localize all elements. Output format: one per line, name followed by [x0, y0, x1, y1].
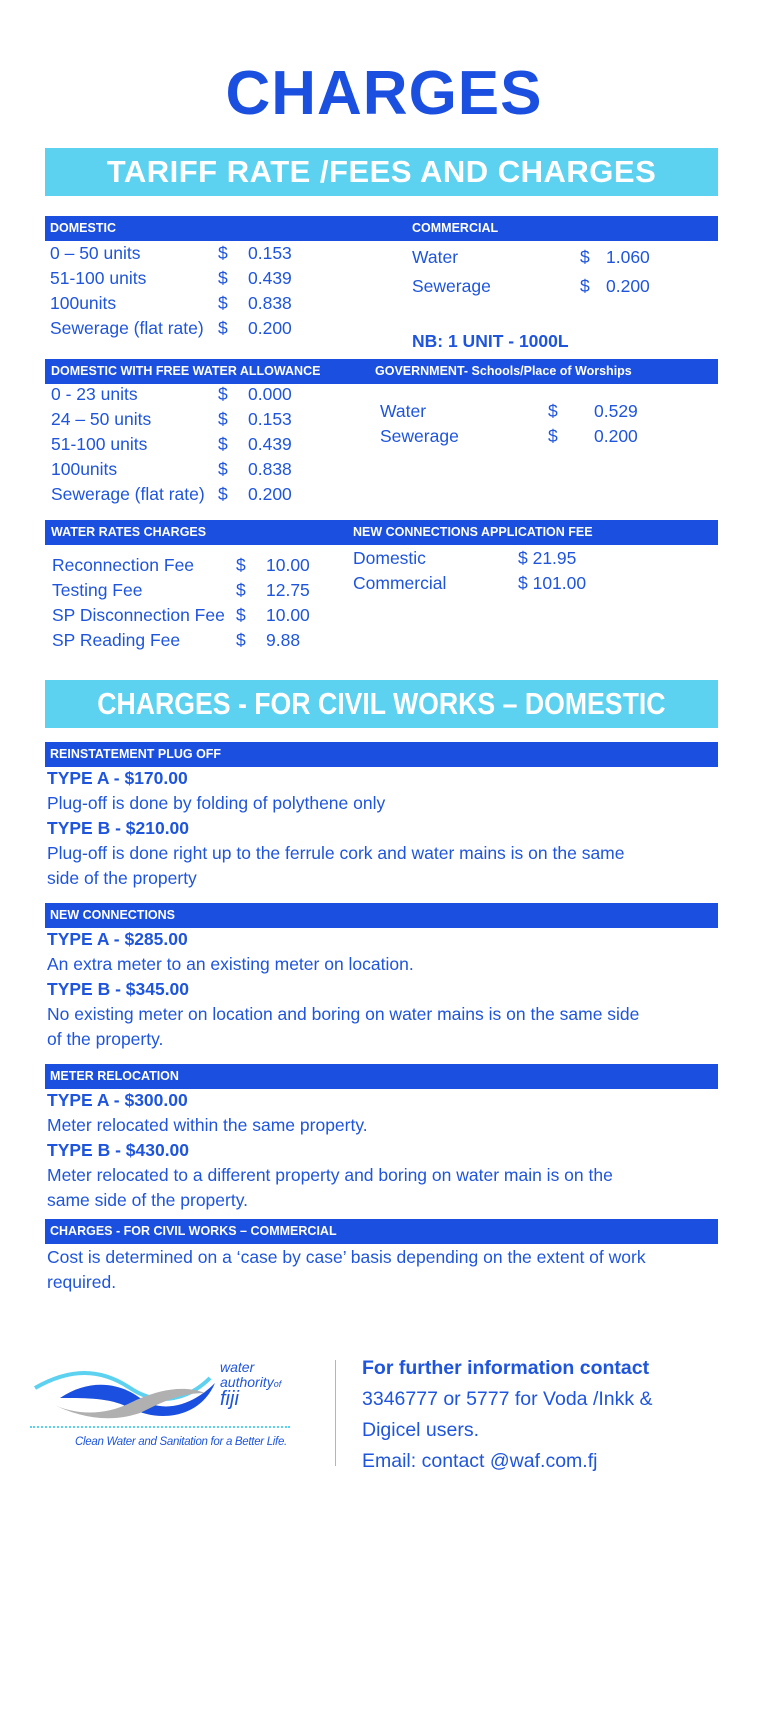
row-value: $	[218, 268, 228, 288]
row-value: 0.439	[248, 434, 292, 454]
contact-email[interactable]: Email: contact @waf.com.fj	[362, 1450, 598, 1472]
row-value: $	[218, 459, 228, 479]
row-value: 0.439	[248, 268, 292, 288]
row-label: SP Reading Fee	[52, 630, 181, 650]
row-value: $	[580, 276, 590, 296]
row-label: 24 – 50 units	[51, 409, 152, 429]
row-label: Commercial	[353, 573, 447, 593]
divider	[335, 1360, 336, 1466]
row-value: 12.75	[266, 580, 310, 600]
row-value: $	[548, 401, 558, 421]
row-label: 100units	[50, 293, 117, 313]
row-value: $	[218, 243, 228, 263]
row-value: 0.200	[248, 318, 292, 338]
row-label: Sewerage	[380, 426, 459, 446]
contact-heading: For further information contact	[362, 1357, 650, 1379]
civil-commercial-text: Cost is determined on a ‘case by case’ basis depending on the extent of work required.	[47, 1247, 646, 1292]
commercial-header: COMMERCIAL	[412, 221, 499, 235]
row-value: 0.200	[594, 426, 638, 446]
domestic-header: DOMESTIC	[50, 221, 116, 235]
civil-section-header: REINSTATEMENT PLUG OFF	[45, 742, 718, 767]
row-value: $	[236, 630, 246, 650]
row-value: $	[218, 318, 228, 338]
type-b-text: Plug-off is done right up to the ferrule cork and water mains is on the same side of the property	[47, 843, 625, 888]
row-value: 0.153	[248, 243, 292, 263]
page-title: CHARGES	[225, 59, 543, 128]
row-label: 0 - 23 units	[51, 384, 138, 404]
row-value: 0.200	[248, 484, 292, 504]
row-label: 100units	[51, 459, 118, 479]
type-b-text: Meter relocated to a different property and boring on water main is on the same side of the property.	[47, 1165, 613, 1210]
row-value: $	[218, 434, 228, 454]
type-a-text: An extra meter to an existing meter on location.	[47, 954, 414, 974]
row-value: $	[218, 484, 228, 504]
row-label: Sewerage (flat rate)	[51, 484, 205, 504]
row-label: Testing Fee	[52, 580, 143, 600]
row-label: Sewerage (flat rate)	[50, 318, 204, 338]
civil-works-banner-text: CHARGES - FOR CIVIL WORKS – DOMESTIC	[97, 686, 666, 721]
row-label: 51-100 units	[50, 268, 147, 288]
domestic-commercial-header	[45, 216, 718, 241]
row-label: SP Disconnection Fee	[52, 605, 225, 625]
type-a-text: Plug-off is done by folding of polythene only	[47, 793, 386, 813]
row-value: $	[218, 409, 228, 429]
row-value: 10.00	[266, 605, 310, 625]
type-b-title: TYPE B - $345.00	[47, 979, 190, 999]
type-a-title: TYPE A - $300.00	[47, 1090, 188, 1110]
row-value: $	[236, 605, 246, 625]
row-value: $	[218, 384, 228, 404]
row-label: Domestic	[353, 548, 426, 568]
tariff-banner: TARIFF RATE /FEES AND CHARGES	[45, 148, 718, 196]
type-a-title: TYPE A - $170.00	[47, 768, 188, 788]
row-value: $	[580, 247, 590, 267]
civil-section-header: METER RELOCATION	[45, 1064, 718, 1089]
row-value: $	[236, 555, 246, 575]
civil-section-header: NEW CONNECTIONS	[45, 903, 718, 928]
row-value: 0.153	[248, 409, 292, 429]
row-value: 1.060	[606, 247, 650, 267]
row-value: 0.000	[248, 384, 292, 404]
logo-tagline: Clean Water and Sanitation for a Better Life.	[75, 1436, 287, 1448]
row-value: 0.200	[606, 276, 650, 296]
row-value: $	[236, 580, 246, 600]
waf-logo: water authorityof fiji Clean Water and Sanitation for a Better Life.	[30, 1360, 300, 1460]
row-value: 9.88	[266, 630, 301, 650]
water-rates-header: WATER RATES CHARGES	[51, 525, 207, 539]
rates-connection-header	[45, 520, 718, 545]
row-value: $	[218, 293, 228, 313]
type-a-title: TYPE A - $285.00	[47, 929, 188, 949]
row-label: Sewerage	[412, 276, 491, 296]
government-header: GOVERNMENT- Schools/Place of Worships	[375, 364, 632, 378]
contact-phone: 3346777 or 5777 for Voda /Inkk &	[362, 1388, 653, 1410]
unit-note: NB: 1 UNIT - 1000L	[412, 331, 569, 351]
row-label: 0 – 50 units	[50, 243, 141, 263]
row-value: $ 101.00	[518, 573, 587, 593]
wave-logo-icon	[30, 1368, 220, 1428]
new-connection-fee-header: NEW CONNECTIONS APPLICATION FEE	[353, 525, 593, 539]
type-a-text: Meter relocated within the same property.	[47, 1115, 368, 1135]
type-b-title: TYPE B - $430.00	[47, 1140, 190, 1160]
row-label: Water	[380, 401, 427, 421]
row-value: 0.838	[248, 293, 292, 313]
row-value: 0.838	[248, 459, 292, 479]
row-value: 10.00	[266, 555, 310, 575]
row-label: Water	[412, 247, 459, 267]
civil-commercial-header: CHARGES - FOR CIVIL WORKS – COMMERCIAL	[45, 1219, 718, 1244]
type-b-text: No existing meter on location and boring on water mains is on the same side of the property.	[47, 1004, 640, 1049]
row-label: 51-100 units	[51, 434, 148, 454]
row-value: $	[548, 426, 558, 446]
row-value: 0.529	[594, 401, 638, 421]
civil-works-banner	[45, 680, 718, 728]
row-value: $ 21.95	[518, 548, 577, 568]
row-label: Reconnection Fee	[52, 555, 195, 575]
contact-info: For further information contact 3346777 or 5777 for Voda /Inkk & Digicel users. Email: contact @waf.com.fj	[362, 1353, 653, 1477]
domestic-free-header: DOMESTIC WITH FREE WATER ALLOWANCE	[51, 364, 321, 378]
free-government-header	[45, 359, 718, 384]
type-b-title: TYPE B - $210.00	[47, 818, 190, 838]
